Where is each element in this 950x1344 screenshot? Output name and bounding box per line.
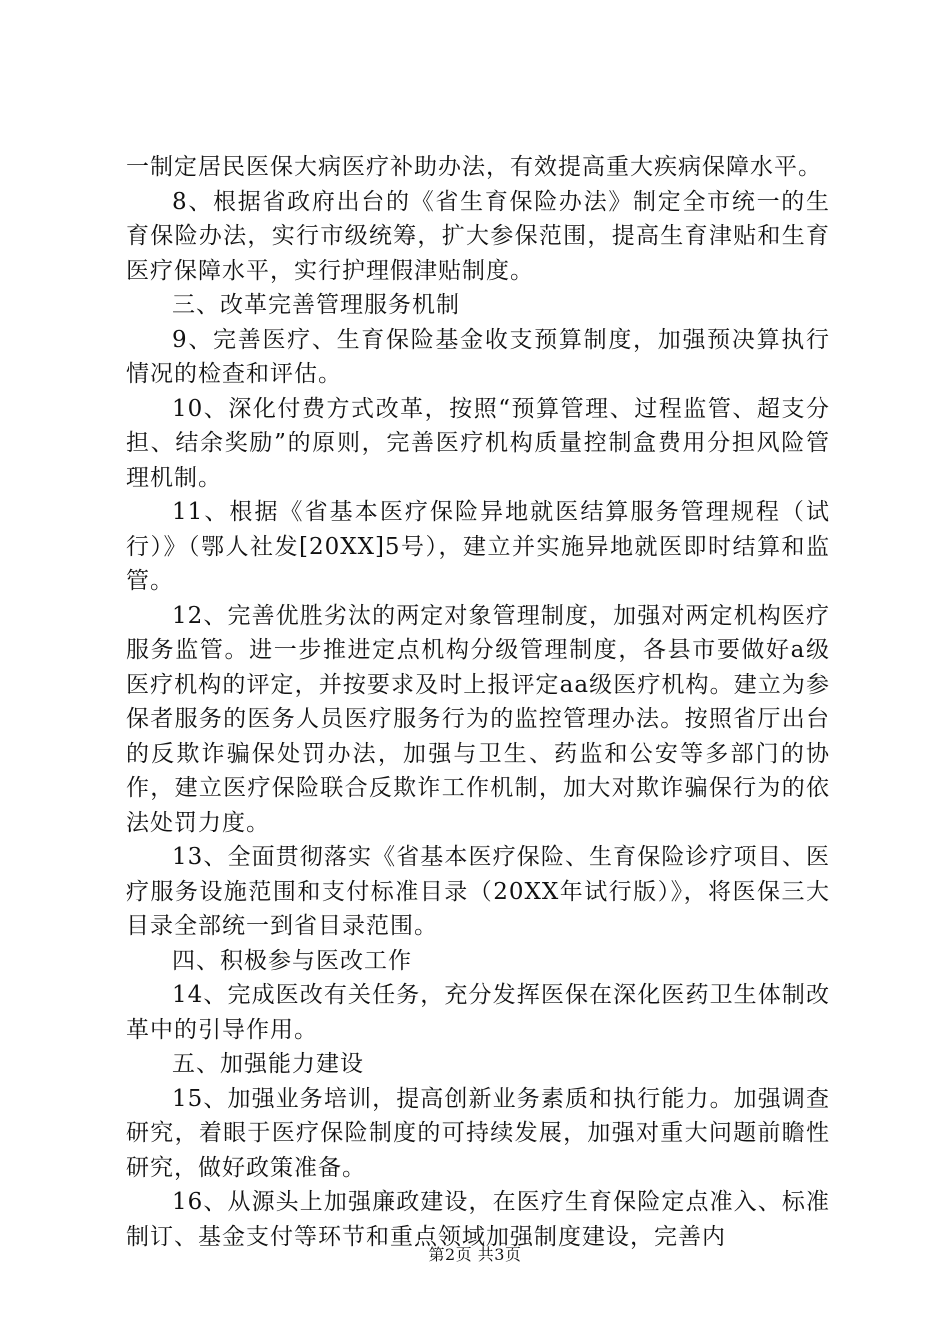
section-heading-3: 三、改革完善管理服务机制 (172, 292, 460, 318)
paragraph-item-9: 9、完善医疗、生育保险基金收支预算制度，加强预决算执行情况的检查和评估。 (126, 326, 830, 387)
section-heading-4: 四、积极参与医改工作 (172, 947, 412, 974)
paragraph-item-11: 11、根据《省基本医疗保险异地就医结算服务管理规程（试行）》（鄂人社发[20XX]5号），建立并实施异地就医即时结算和监管。 (126, 499, 830, 594)
paragraph-item-10: 10、深化付费方式改革，按照“预算管理、过程监管、超支分担、结余奖励”的原则，完善医疗机构质量控制盒费用分担风险管理机制。 (126, 395, 830, 491)
paragraph-item-13: 13、全面贯彻落实《省基本医疗保险、生育保险诊疗项目、医疗服务设施范围和支付标准目录（20XX年试行版）》，将医保三大目录全部统一到省目录范围。 (126, 844, 830, 939)
document-body (126, 150, 830, 1254)
paragraph-item-15: 15、加强业务培训，提高创新业务素质和执行能力。加强调查研究，着眼于医疗保险制度的可持续发展，加强对重大问题前瞻性研究，做好政策准备。 (126, 1085, 830, 1181)
paragraph-item-12: 12、完善优胜劣汰的两定对象管理制度，加强对两定机构医疗服务监管。进一步推进定点机构分级管理制度，各县市要做好a级医疗机构的评定，并按要求及时上报评定aa级医疗机构。建立为参保者服务的医务人员医疗服务行为的监控管理办法。按照省厅出台的反欺诈骗保处罚办法，加强与卫生、药监和公安等多部门的协作，建立医疗保险联合反欺诈工作机制，加大对欺诈骗保行为的依法处罚力度。 (126, 602, 830, 836)
paragraph-item-8: 8、根据省政府出台的《省生育保险办法》制定全市统一的生育保险办法，实行市级统筹，扩大参保范围，提高生育津贴和生育医疗保障水平，实行护理假津贴制度。 (126, 188, 830, 284)
section-heading-5: 五、加强能力建设 (172, 1051, 364, 1077)
page-footer: 第2页 共3页 (428, 1245, 522, 1264)
paragraph-item-14: 14、完成医改有关任务，充分发挥医保在深化医药卫生体制改革中的引导作用。 (126, 982, 830, 1043)
paragraph-item-16: 16、从源头上加强廉政建设，在医疗生育保险定点准入、标准制订、基金支付等环节和重点领域加强制度建设，完善内 (126, 1189, 830, 1250)
paragraph-continuation: 一制定居民医保大病医疗补助办法，有效提高重大疾病保障水平。 (126, 154, 822, 180)
